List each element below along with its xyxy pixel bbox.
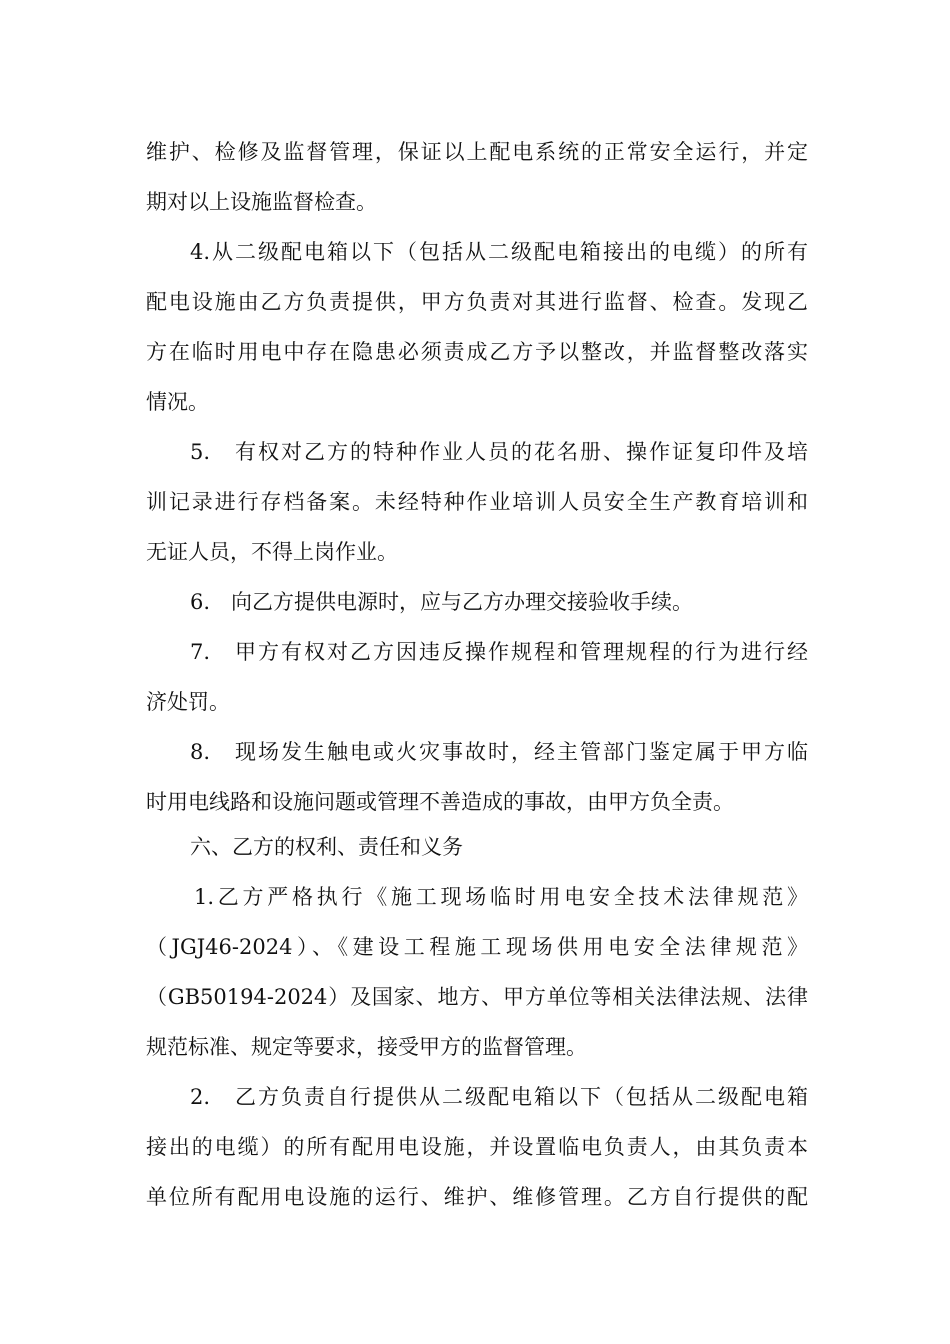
text-line: 方在临时用电中存在隐患必须责成乙方予以整改，并监督整改落实 (146, 340, 808, 364)
text-line: 单位所有配用电设施的运行、维护、维修管理。乙方自行提供的配 (146, 1185, 808, 1209)
text-line: 济处罚。 (146, 690, 230, 714)
paragraph-8-line: 8. 现场发生触电或火灾事故时，经主管部门鉴定属于甲方临 (190, 740, 808, 764)
text-line: 接出的电缆）的所有配用电设施，并设置临电负责人，由其负责本 (146, 1135, 808, 1159)
text-line: 期对以上设施监督检查。 (146, 190, 377, 214)
paragraph-7-line: 7. 甲方有权对乙方因违反操作规程和管理规程的行为进行经 (190, 640, 808, 664)
section-heading: 六、乙方的权利、责任和义务 (190, 835, 463, 859)
paragraph-4-line: 4.从二级配电箱以下（包括从二级配电箱接出的电缆）的所有 (190, 240, 808, 264)
text-line: 无证人员，不得上岗作业。 (146, 540, 398, 564)
text-line: 训记录进行存档备案。未经特种作业培训人员安全生产教育培训和 (146, 490, 808, 514)
paragraph-5-line: 5. 有权对乙方的特种作业人员的花名册、操作证复印件及培 (190, 440, 808, 464)
text-line: 配电设施由乙方负责提供，甲方负责对其进行监督、检查。发现乙 (146, 290, 808, 314)
text-line: 情况。 (146, 390, 209, 414)
paragraph-2-line: 2. 乙方负责自行提供从二级配电箱以下（包括从二级配电箱 (190, 1085, 808, 1109)
text-line: （GB50194-2024）及国家、地方、甲方单位等相关法律法规、法律 (146, 985, 808, 1009)
text-line: （JGJ46-2024）、《建设工程施工现场供用电安全法律规范》 (146, 935, 808, 959)
text-line: 时用电线路和设施问题或管理不善造成的事故，由甲方负全责。 (146, 790, 734, 814)
text-line: 维护、检修及监督管理，保证以上配电系统的正常安全运行，并定 (146, 140, 808, 164)
paragraph-1-line: 1.乙方严格执行《施工现场临时用电安全技术法律规范》 (194, 885, 808, 909)
text-line: 规范标准、规定等要求，接受甲方的监督管理。 (146, 1035, 587, 1059)
paragraph-6-line: 6. 向乙方提供电源时，应与乙方办理交接验收手续。 (190, 590, 694, 614)
